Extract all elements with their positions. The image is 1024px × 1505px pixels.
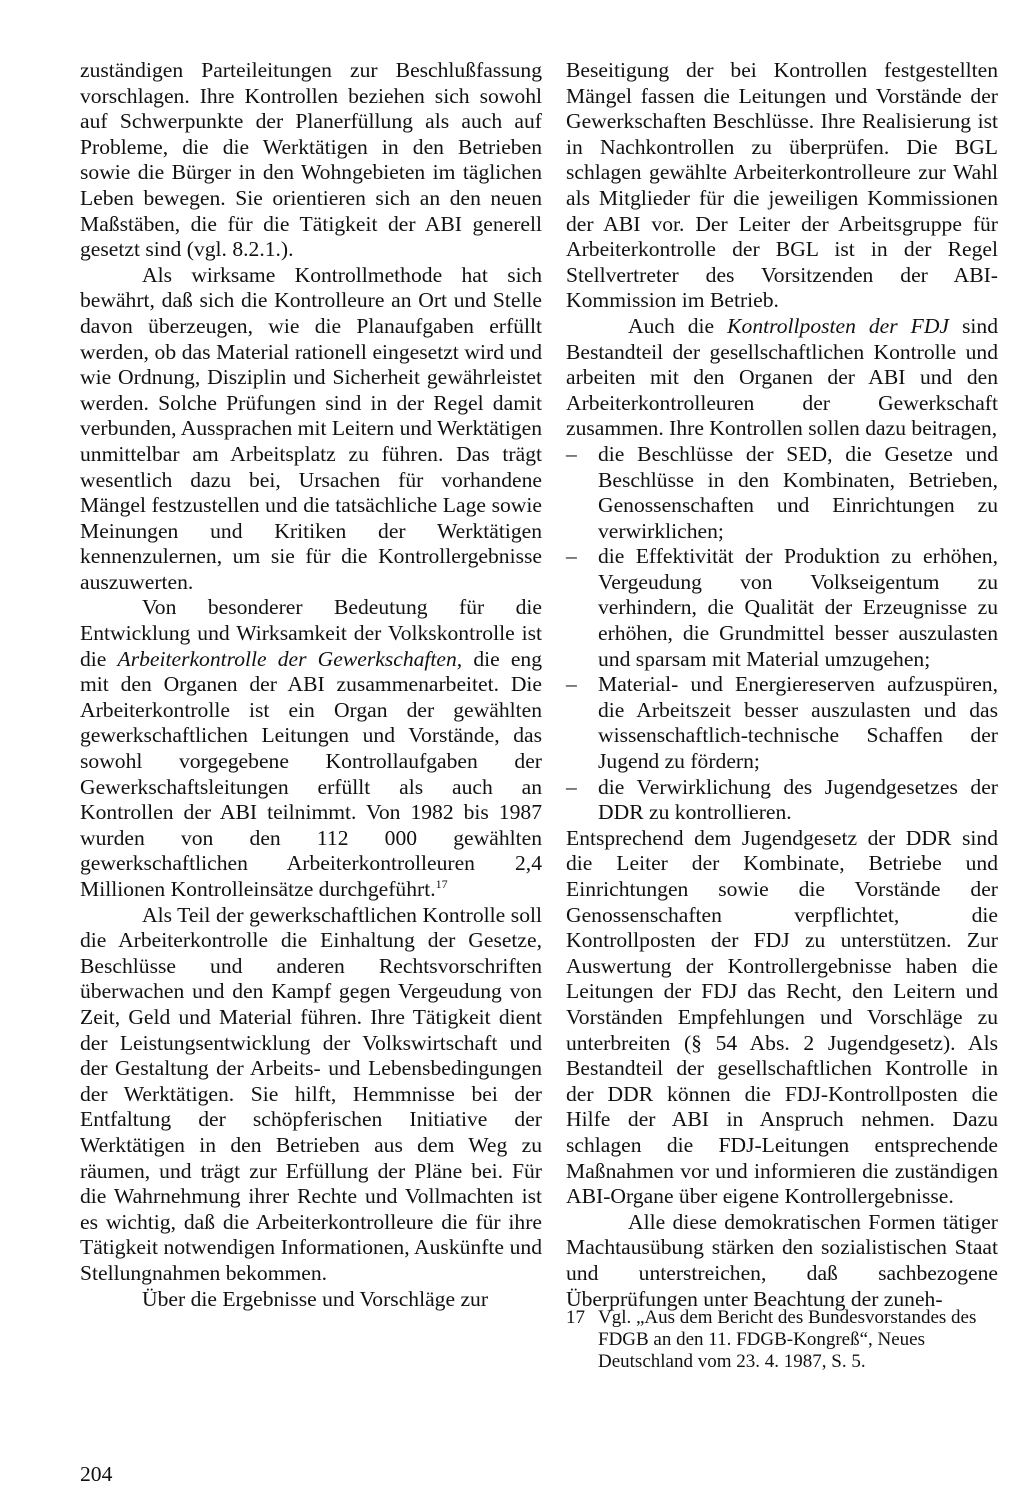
footnote-reference: 17: [435, 876, 448, 891]
list-item: – die Effektivität der Produktion zu erhöhen, Vergeudung von Volkseigentum zu verhindern, die Qualität der Erzeugnisse zu erhöhen, die Grundmittel besser auszulasten und sparsam mit Material umzugehen;: [566, 544, 998, 672]
paragraph: zuständigen Parteileitungen zur Beschlußfassung vorschlagen. Ihre Kontrollen beziehen sich sowohl auf Schwerpunkte der Planerfüllung als auch auf Probleme, die die Werktätigen in den Betrieben sowie die Bürger in den Wohngebieten im täglichen Leben bewegen. Sie orientieren sich an den neuen Maßstäben, die für die Tätigkeit der ABI generell gesetzt sind (vgl. 8.2.1.).: [80, 58, 542, 262]
paragraph: Als wirksame Kontrollmethode hat sich bewährt, daß sich die Kontrolleure an Ort und Stelle davon überzeugen, wie die Planaufgaben erfüllt werden, ob das Material rationell eingesetzt wird und wie Ordnung, Disziplin und Sicherheit gewährleistet werden. Solche Prüfungen sind in der Regel damit verbunden, Aussprachen mit Leitern und Werktätigen unmittelbar am Arbeitsplatz zu führen. Das trägt wesentlich dazu bei, Ursachen für vorhandene Mängel festzustellen und die tatsächliche Lage sowie Meinungen und Kritiken der Werktätigen kennenzulernen, um sie für die Kontrollergebnisse auszuwerten.: [80, 262, 542, 594]
paragraph: [80, 595, 542, 902]
emphasized-term: Kontrollposten der FDJ: [727, 313, 950, 338]
text-run: Von besonderer Bedeutung für die Entwicklung und Wirksamkeit der Volkskontrolle ist die: [80, 595, 542, 671]
text-run: Auch die: [628, 313, 728, 338]
paragraph: Beseitigung der bei Kontrollen festgestellten Mängel fassen die Leitungen und Vorstände der Gewerkschaften Beschlüsse. Ihre Realisierung ist in Nachkontrollen zu überprüfen. Die BGL schlagen gewählte Arbeiterkontrolleure zur Wahl als Mitglieder für die jeweiligen Kommissionen der ABI vor. Der Leiter der Arbeitsgruppe für Arbeiterkontrolle der BGL ist in der Regel Stellvertreter des Vorsitzenden der ABI-Kommission im Betrieb.: [566, 58, 998, 313]
list-item: – die Beschlüsse der SED, die Gesetze und Beschlüsse in den Kombinaten, Betrieben, Genossenschaften und Einrichtungen zu verwirklichen;: [566, 442, 998, 544]
dash-list: [566, 442, 998, 826]
paragraph: Alle diese demokratischen Formen tätiger Machtausübung stärken den sozialistischen Staat und unterstreichen, daß sachbezogene Überprüfungen unter Beachtung der zuneh-: [566, 1209, 998, 1311]
list-item: – Material- und Energiereserven aufzuspüren, die Arbeitszeit besser auszulasten und das wissenschaftlich-technische Schaffen der Jugend zu fördern;: [566, 672, 998, 774]
paragraph: Entsprechend dem Jugendgesetz der DDR sind die Leiter der Kombinate, Betriebe und Einrichtungen sowie die Vorstände der Genossenschaften verpflichtet, die Kontrollposten der FDJ zu unterstützen. Zur Auswertung der Kontrollergebnisse haben die Leitungen der FDJ das Recht, den Leitern und Vorständen Empfehlungen und Vorschläge zu unterbreiten (§ 54 Abs. 2 Jugendgesetz). Als Bestandteil der gesellschaftlichen Kontrolle in der DDR können die FDJ-Kontrollposten die Hilfe der ABI in Anspruch nehmen. Dazu schlagen die FDJ-Leitungen entsprechende Maßnahmen vor und informieren die zuständigen ABI-Organe über eigene Kontrollergebnisse.: [566, 825, 998, 1209]
paragraph: [566, 314, 998, 442]
paragraph: Über die Ergebnisse und Vorschläge zur: [142, 1286, 489, 1311]
page-number: 204: [80, 1462, 113, 1486]
footnote-number: 17: [566, 1307, 585, 1328]
right-column: [566, 58, 998, 1312]
emphasized-term: Arbeiterkontrolle der Gewerkschaften,: [117, 646, 463, 671]
left-column: [80, 58, 542, 1312]
text-run: sind Bestandteil der gesellschaftlichen Kontrolle und arbeiten mit den Organen der ABI und den Arbeiterkontrolleuren der Gewerkschaft zusammen. Ihre Kontrollen sollen dazu beitragen,: [566, 313, 998, 441]
list-item: – die Verwirklichung des Jugendgesetzes der DDR zu kontrollieren.: [566, 775, 998, 826]
text-run: die eng mit den Organen der ABI zusammenarbeitet. Die Arbeiterkontrolle ist ein Organ der gewählten gewerkschaftlichen Leitungen und Vorstände, das sowohl vorgegebene Kontrollaufgaben der Gewerkschaftsleitungen erfüllt als auch an Kontrollen der ABI teilnimmt. Von 1982 bis 1987 wurden von den 112 000 gewählten gewerkschaftlichen Arbeiterkontrolleuren 2,4 Millionen Kontrolleinsätze durchgeführt.: [80, 646, 543, 901]
footnote-text: Vgl. „Aus dem Bericht des Bundesvorstandes des FDGB an den 11. FDGB-Kongreß“, Neues Deutschland vom 23. 4. 1987, S. 5.: [598, 1307, 977, 1372]
paragraph: Als Teil der gewerkschaftlichen Kontrolle soll die Arbeiterkontrolle die Einhaltung der Gesetze, Beschlüsse und anderen Rechtsvorschriften überwachen und den Kampf gegen Vergeudung von Zeit, Geld und Material führen. Ihre Tätigkeit dient der Leistungsentwicklung der Volkswirtschaft und der Gestaltung der Arbeits- und Lebensbedingungen der Werktätigen. Sie hilft, Hemmnisse bei der Entfaltung der schöpferischen Initiative der Werktätigen in den Betrieben aus dem Weg zu räumen, und trägt zur Erfüllung der Pläne bei. Für die Wahrnehmung ihrer Rechte und Vollmachten ist es wichtig, daß die Arbeiterkontrolleure die für ihre Tätigkeit notwendigen Informationen, Auskünfte und Stellungnahmen bekommen.: [80, 902, 542, 1285]
footnote: [566, 1307, 998, 1373]
